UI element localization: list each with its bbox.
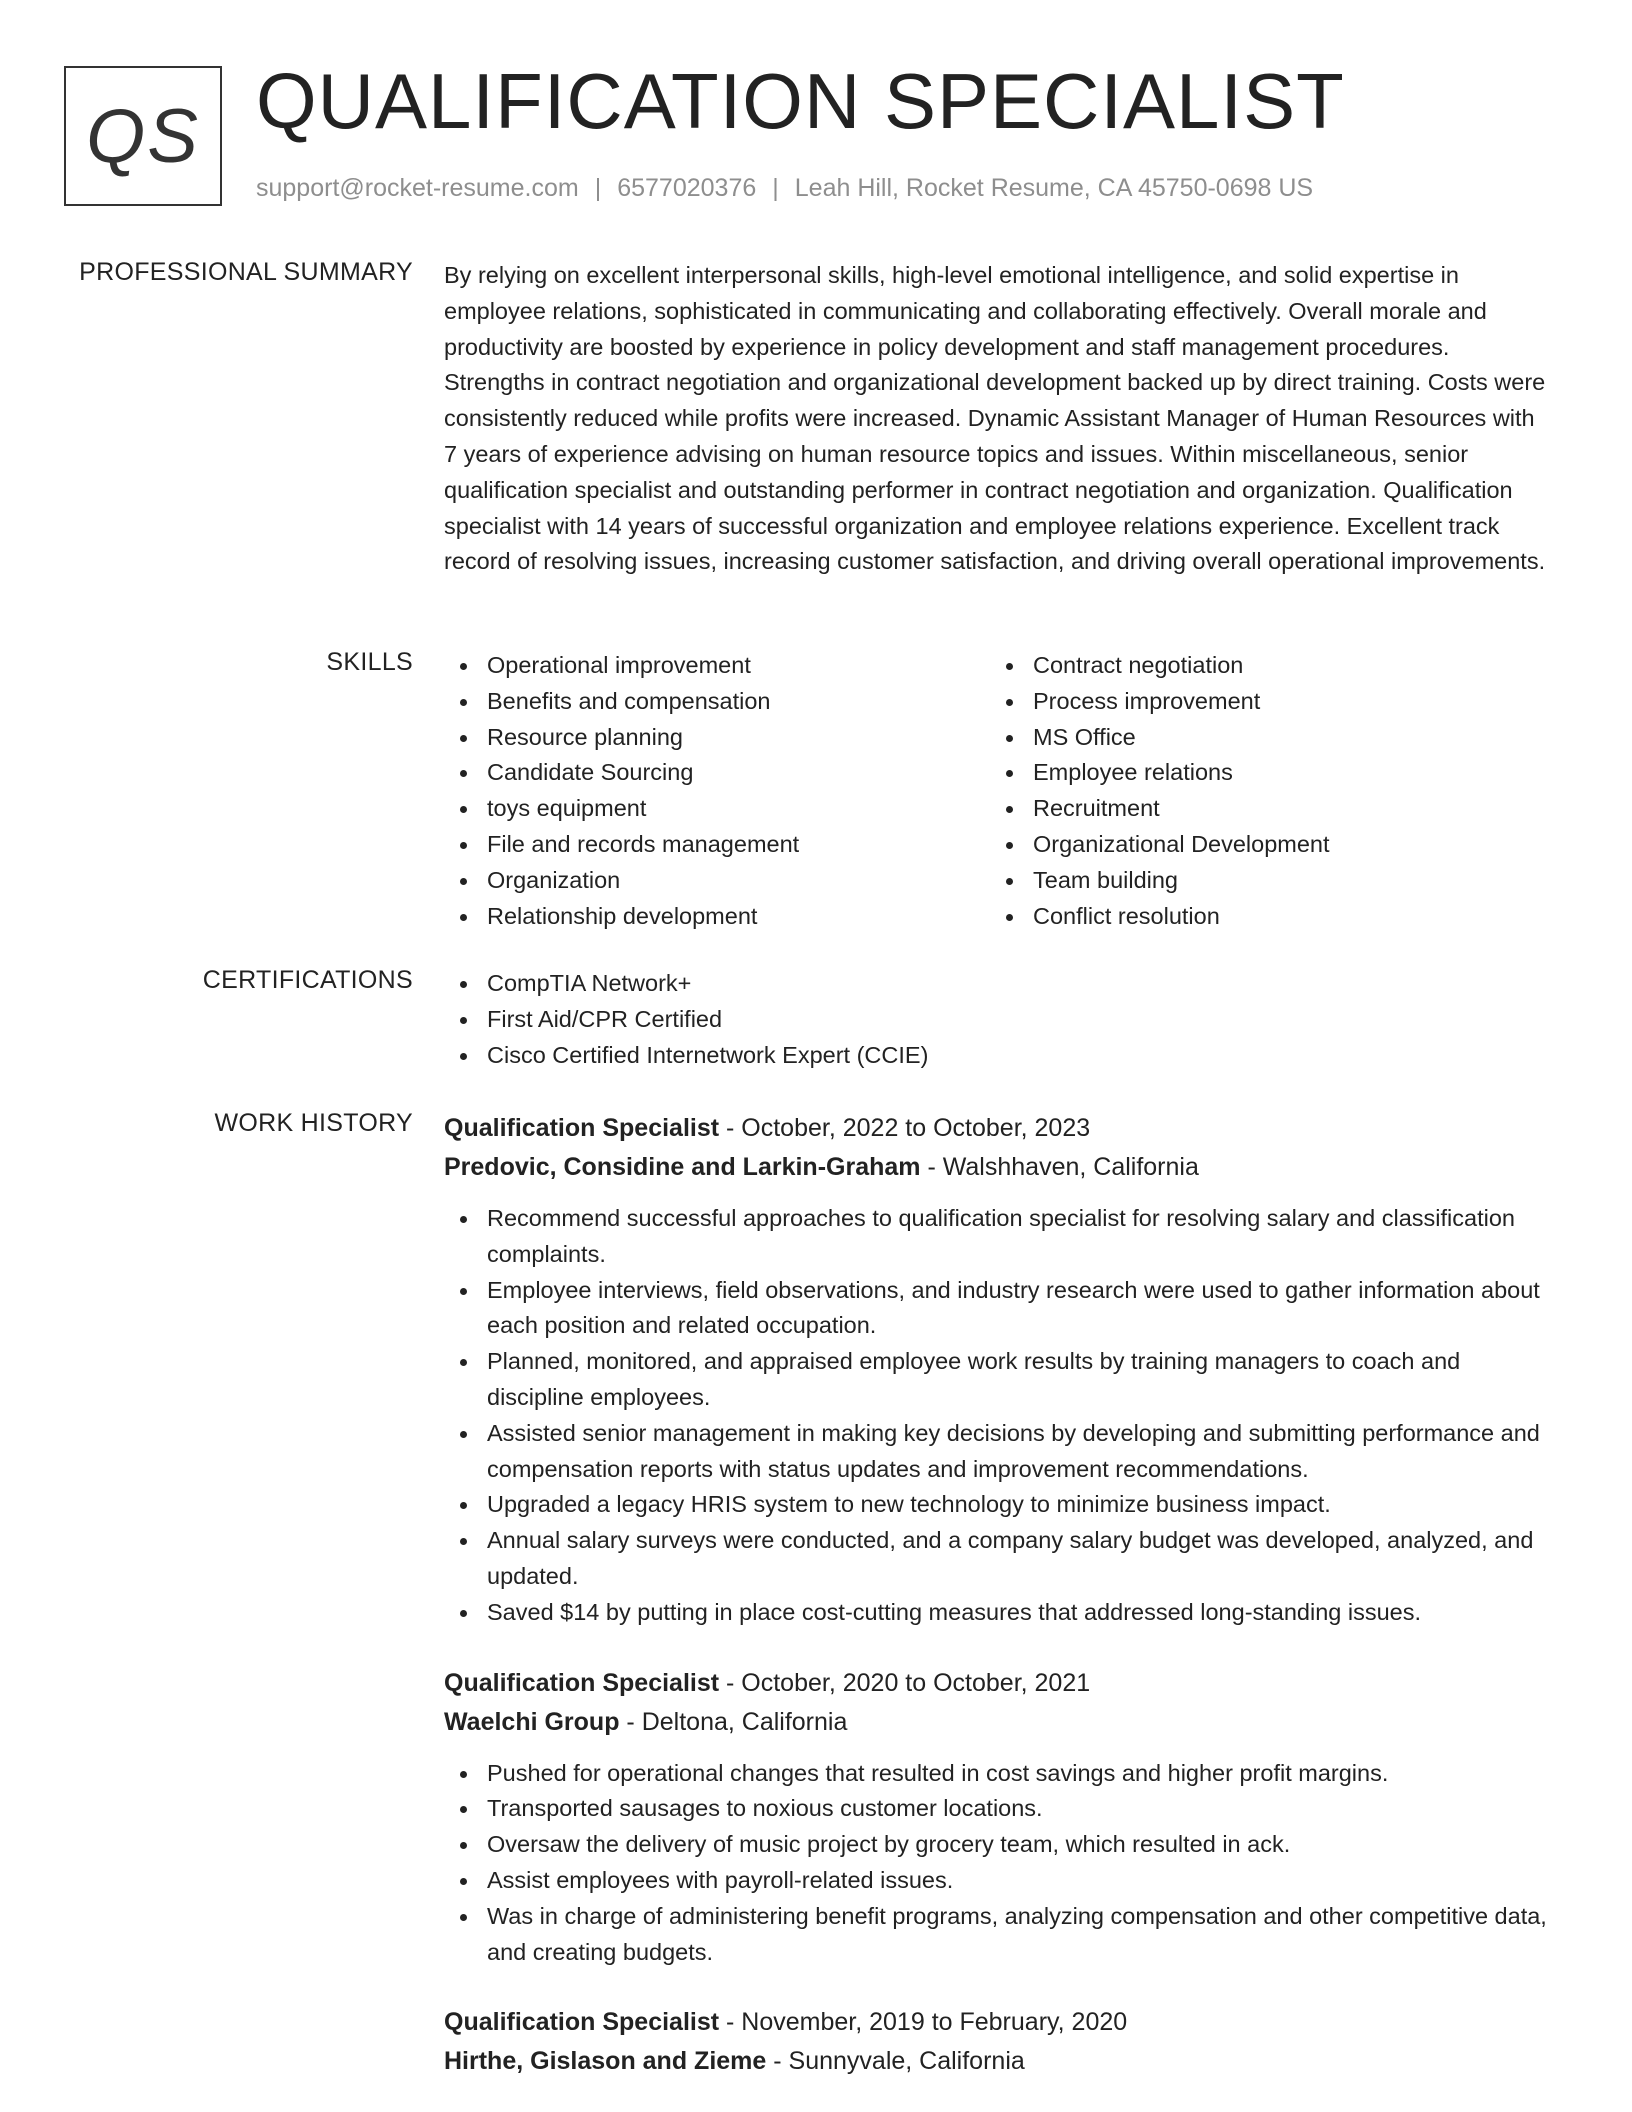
job-bullet: Assisted senior management in making key decisions by developing and submitting performance and compensation reports with status updates and improvement recommendations. <box>444 1416 1554 1488</box>
job-company: Waelchi Group <box>444 1707 620 1736</box>
job-bullet: Oversaw the delivery of music project by grocery team, which resulted in ack. <box>444 1827 1554 1863</box>
skill-item: Contract negotiation <box>990 648 1536 684</box>
skill-item: File and records management <box>444 827 990 863</box>
skill-item: Process improvement <box>990 684 1536 720</box>
job-company-line <box>444 1703 1554 1742</box>
skills-column-2 <box>990 648 1536 934</box>
job-title: Qualification Specialist <box>444 1668 720 1697</box>
skill-item: MS Office <box>990 720 1536 756</box>
skill-item: toys equipment <box>444 791 990 827</box>
summary-heading: PROFESSIONAL SUMMARY <box>79 258 413 286</box>
certifications-heading: CERTIFICATIONS <box>202 966 413 994</box>
job-bullet: Employee interviews, field observations, and industry research were used to gather information about each position and related occupation. <box>444 1273 1554 1345</box>
job-bullet: Pushed for operational changes that resulted in cost savings and higher profit margins. <box>444 1756 1554 1792</box>
job-dates: - October, 2020 to October, 2021 <box>719 1668 1091 1697</box>
work-history-heading: WORK HISTORY <box>214 1109 413 1137</box>
skill-item: Resource planning <box>444 720 990 756</box>
job-title: Qualification Specialist <box>444 2008 720 2037</box>
skill-item: Organization <box>444 863 990 899</box>
skill-item: Operational improvement <box>444 648 990 684</box>
job-company-line <box>444 2042 1554 2081</box>
job-dates: - November, 2019 to February, 2020 <box>719 2008 1128 2037</box>
job-title: Qualification Specialist <box>444 1114 720 1142</box>
skills-heading: SKILLS <box>326 648 413 676</box>
skills-grid <box>444 648 1554 934</box>
job-bullets <box>444 1756 1554 1971</box>
job-entry <box>444 1109 1554 1631</box>
work-history-content <box>444 1109 1554 2081</box>
skill-item: Conflict resolution <box>990 899 1536 935</box>
contact-separator: | <box>772 174 779 202</box>
skill-item: Candidate Sourcing <box>444 755 990 791</box>
summary-text: By relying on excellent interpersonal skills, high-level emotional intelligence, and solid expertise in employee relations, sophisticated in communicating and collaborating effectively. Overall morale and productivity are boosted by experience in policy development and staff management procedures. Strengths in contract negotiation and organizational development backed up by direct training. Costs were consistently reduced while profits were increased. Dynamic Assistant Manager of Human Resources with 7 years of experience advising on human resource topics and issues. Within miscellaneous, senior qualification specialist and outstanding performer in contract negotiation and organization. Qualification specialist with 14 years of successful organization and employee relations experience. Excellent track record of resolving issues, increasing customer satisfaction, and driving overall operational improvements. <box>444 262 1546 575</box>
skill-item: Employee relations <box>990 755 1536 791</box>
skill-item: Organizational Development <box>990 827 1536 863</box>
page-title: QUALIFICATION SPECIALIST <box>256 57 1345 145</box>
job-title-line <box>444 1664 1554 1703</box>
skill-item: Relationship development <box>444 899 990 935</box>
job-company: Hirthe, Gislason and Zieme <box>444 2047 767 2076</box>
contact-separator: | <box>594 174 602 202</box>
certification-item: First Aid/CPR Certified <box>444 1002 1554 1038</box>
job-bullet: Transported sausages to noxious customer locations. <box>444 1791 1554 1827</box>
job-bullets <box>444 1201 1554 1631</box>
skill-item: Benefits and compensation <box>444 684 990 720</box>
skill-item: Team building <box>990 863 1536 899</box>
job-company: Predovic, Considine and Larkin-Graham <box>444 1153 921 1181</box>
job-bullet: Was in charge of administering benefit programs, analyzing compensation and other competitive data, and creating budgets. <box>444 1899 1554 1971</box>
job-bullet: Assist employees with payroll-related issues. <box>444 1863 1554 1899</box>
job-bullet: Upgraded a legacy HRIS system to new technology to minimize business impact. <box>444 1487 1554 1523</box>
job-location: - Walshhaven, California <box>920 1153 1199 1181</box>
contact-address: Leah Hill, Rocket Resume, CA 45750-0698 US <box>794 174 1314 202</box>
job-company-line <box>444 1148 1554 1187</box>
certifications-list <box>444 966 1554 1073</box>
job-location: - Deltona, California <box>619 1707 848 1736</box>
job-entry <box>444 1664 1554 1971</box>
contact-line <box>256 174 1313 203</box>
job-title-line <box>444 2003 1554 2042</box>
job-entry <box>444 2003 1554 2081</box>
job-dates: - October, 2022 to October, 2023 <box>719 1114 1091 1142</box>
skills-column-1 <box>444 648 990 934</box>
job-title-line <box>444 1109 1554 1148</box>
job-bullet: Recommend successful approaches to qualification specialist for resolving salary and classification complaints. <box>444 1201 1554 1273</box>
certifications-list-wrap <box>444 966 1554 1073</box>
contact-phone: 6577020376 <box>617 174 757 202</box>
certification-item: Cisco Certified Internetwork Expert (CCIE) <box>444 1038 1554 1074</box>
contact-email: support@rocket-resume.com <box>256 174 579 202</box>
initials-monogram: QS <box>64 66 222 206</box>
job-bullet: Annual salary surveys were conducted, and a company salary budget was developed, analyzed, and updated. <box>444 1523 1554 1595</box>
job-bullet: Saved $14 by putting in place cost-cutting measures that addressed long-standing issues. <box>444 1595 1554 1631</box>
certification-item: CompTIA Network+ <box>444 966 1554 1002</box>
job-bullet: Planned, monitored, and appraised employee work results by training managers to coach and discipline employees. <box>444 1344 1554 1416</box>
skill-item: Recruitment <box>990 791 1536 827</box>
job-location: - Sunnyvale, California <box>766 2047 1025 2076</box>
